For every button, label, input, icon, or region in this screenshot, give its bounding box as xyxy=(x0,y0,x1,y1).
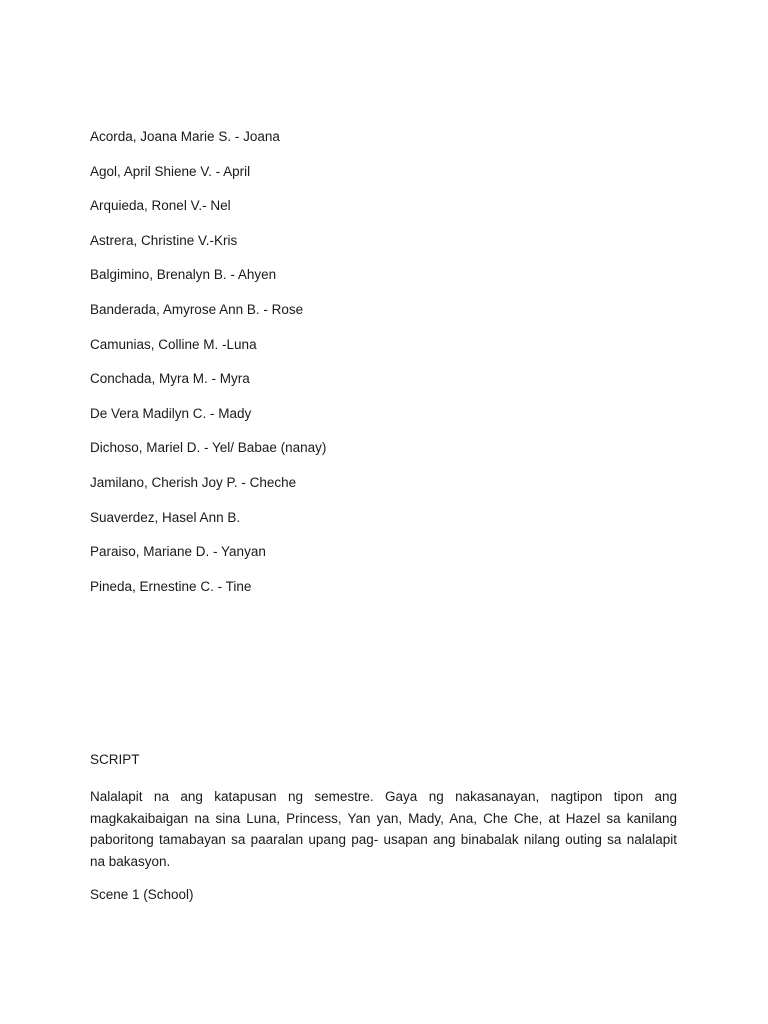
cast-item: Pineda, Ernestine C. - Tine xyxy=(90,578,252,594)
cast-item: Camunias, Colline M. -Luna xyxy=(90,336,257,352)
cast-item: Agol, April Shiene V. - April xyxy=(90,163,251,179)
cast-item: Astrera, Christine V.-Kris xyxy=(90,232,238,248)
script-paragraph: Nalalapit na ang katapusan ng semestre. Gaya ng nakasanayan, nagtipon tipon ang magkakaibaigan na sina Luna, Princess, Yan yan, Mady, Ana, Che Che, at Hazel sa kanilang paboritong tamabayan sa paaralan upang pag- usapan ang binabalak nilang outing sa nalalapit na bakasyon. xyxy=(90,789,677,869)
cast-item: Suaverdez, Hasel Ann B. xyxy=(90,509,241,525)
script-section xyxy=(90,750,677,905)
cast-item: Banderada, Amyrose Ann B. - Rose xyxy=(90,301,304,317)
cast-item: Conchada, Myra M. - Myra xyxy=(90,371,250,387)
cast-item: Arquieda, Ronel V.- Nel xyxy=(90,198,231,214)
cast-item: Paraiso, Mariane D. - Yanyan xyxy=(90,544,266,560)
cast-item: De Vera Madilyn C. - Mady xyxy=(90,405,252,421)
cast-item: Acorda, Joana Marie S. - Joana xyxy=(90,129,280,144)
script-heading: SCRIPT xyxy=(90,752,140,767)
cast-item: Jamilano, Cherish Joy P. - Cheche xyxy=(90,474,297,490)
scene-heading: Scene 1 (School) xyxy=(90,887,194,902)
cast-item: Dichoso, Mariel D. - Yel/ Babae (nanay) xyxy=(90,440,327,456)
cast-list xyxy=(90,127,680,611)
cast-item: Balgimino, Brenalyn B. - Ahyen xyxy=(90,267,277,283)
